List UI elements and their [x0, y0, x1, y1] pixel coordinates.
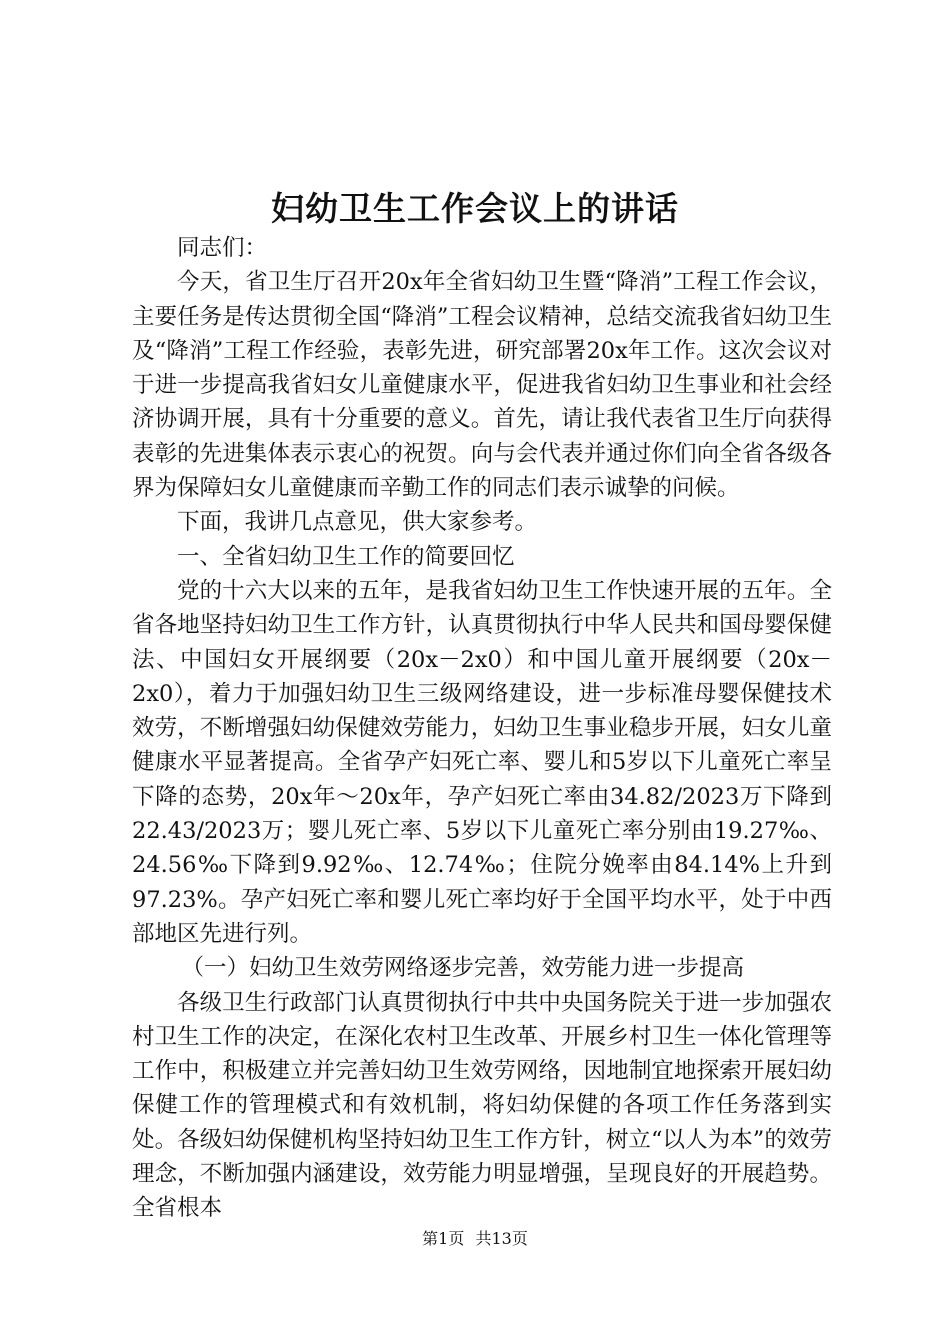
- page-footer: [0, 1228, 950, 1250]
- page-number: 第1页: [422, 1229, 465, 1248]
- section-heading-1: 一、全省妇幼卫生工作的简要回忆: [177, 543, 515, 570]
- paragraph-intro: 今天，省卫生厅召开20x年全省妇幼卫生暨“降消”工程工作会议，主要任务是传达贯彻全国“降消”工程会议精神，总结交流我省妇幼卫生及“降消”工程工作经验，表彰先进，研究部署20x年工作。这次会议对于进一步提高我省妇女儿童健康水平，促进我省妇幼卫生事业和社会经济协调开展，具有十分重要的意义。首先，请让我代表省卫生厅向获得表彰的先进集体表示衷心的祝贺。向与会代表并通过你们向全省各级各界为保障妇女儿童健康而辛勤工作的同志们表示诚挚的问候。: [132, 269, 832, 502]
- page-total: 共13页: [475, 1229, 528, 1248]
- salutation: 同志们：: [177, 235, 268, 261]
- paragraph-opinions: 下面，我讲几点意见，供大家参考。: [177, 509, 538, 536]
- subsection-heading-1: （一）妇幼卫生效劳网络逐步完善，效劳能力进一步提高: [181, 955, 745, 982]
- document-body: [132, 231, 832, 1226]
- paragraph-review: 党的十六大以来的五年，是我省妇幼卫生工作快速开展的五年。全省各地坚持妇幼卫生工作方针，认真贯彻执行中华人民共和国母婴保健法、中国妇女开展纲要（20x－2x0）和中国儿童开展纲要（20x－2x0），着力于加强妇幼卫生三级网络建设，进一步标准母婴保健技术效劳，不断增强妇幼保健效劳能力，妇幼卫生事业稳步开展，妇女儿童健康水平显著提高。全省孕产妇死亡率、婴儿和5岁以下儿童死亡率呈下降的态势，20x年～20x年，孕产妇死亡率由34.82/2023万下降到22.43/2023万；婴儿死亡率、5岁以下儿童死亡率分别由19.27‰、24.56‰下降到9.92‰、12.74‰；住院分娩率由84.14%上升到97.23%。孕产妇死亡率和婴儿死亡率均好于全国平均水平，处于中西部地区先进行列。: [132, 577, 832, 947]
- paragraph-network: 各级卫生行政部门认真贯彻执行中共中央国务院关于进一步加强农村卫生工作的决定，在深化农村卫生改革、开展乡村卫生一体化管理等工作中，积极建立并完善妇幼卫生效劳网络，因地制宜地探索开展妇幼保健工作的管理模式和有效机制，将妇幼保健的各项工作任务落到实处。各级妇幼保健机构坚持妇幼卫生工作方针，树立“以人为本”的效劳理念，不断加强内涵建设，效劳能力明显增强，呈现良好的开展趋势。全省根本: [132, 989, 832, 1222]
- page-title: 妇幼卫生工作会议上的讲话: [271, 189, 679, 228]
